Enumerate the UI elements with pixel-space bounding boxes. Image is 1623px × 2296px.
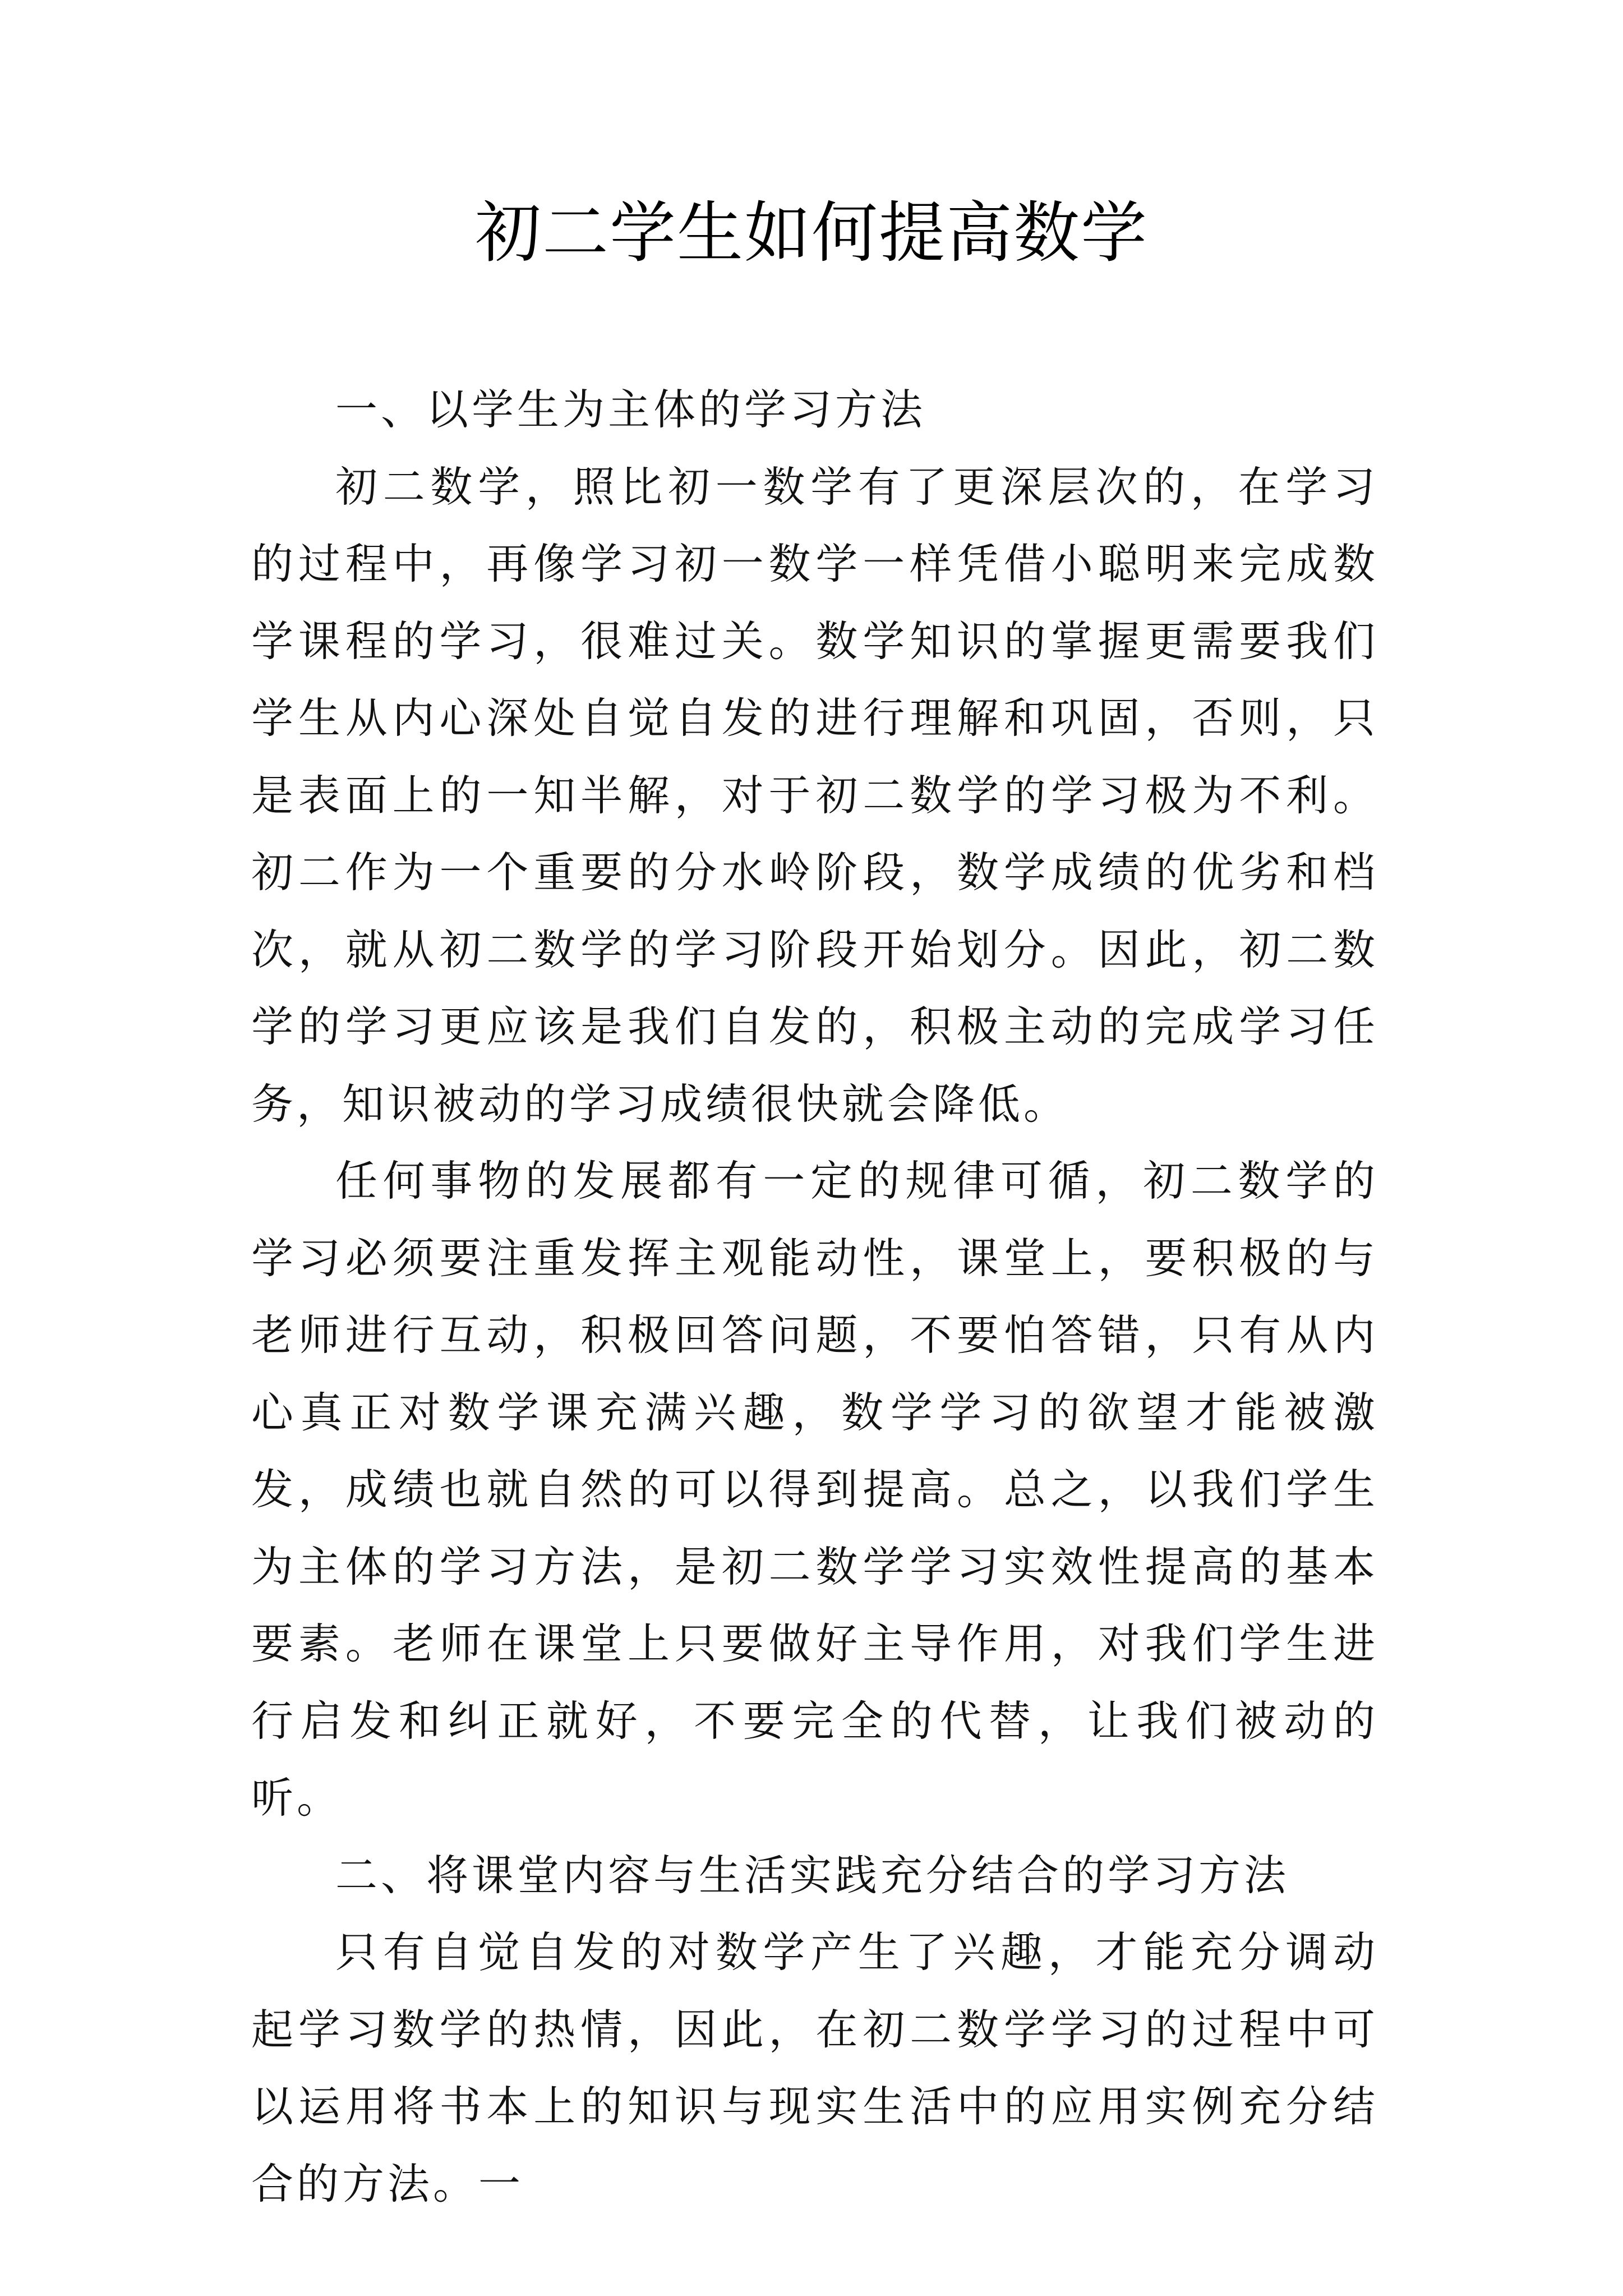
section-heading-1: 一、以学生为主体的学习方法	[335, 385, 926, 434]
paragraph-1: 初二数学，照比初一数学有了更深层次的，在学习的过程中，再像学习初一数学一样凭借小聪明来完成数学课程的学习，很难过关。数学知识的掌握更需要我们学生从内心深处自觉自发的进行理解和巩固，否则，只是表面上的一知半解，对于初二数学的学习极为不利。初二作为一个重要的分水岭阶段，数学成绩的优劣和档次，就从初二数学的学习阶段开始划分。因此，初二数学的学习更应该是我们自发的，积极主动的完成学习任务，知识被动的学习成绩很快就会降低。	[251, 462, 1378, 1129]
section-heading-2: 二、将课堂内容与生活实践充分结合的学习方法	[335, 1850, 1290, 1900]
paragraph-2: 任何事物的发展都有一定的规律可循，初二数学的学习必须要注重发挥主观能动性，课堂上，要积极的与老师进行互动，积极回答问题，不要怕答错，只有从内心真正对数学课充满兴趣，数学学习的欲望才能被激发，成绩也就自然的可以得到提高。总之，以我们学生为主体的学习方法，是初二数学学习实效性提高的基本要素。老师在课堂上只要做好主导作用，对我们学生进行启发和纠正就好，不要完全的代替，让我们被动的听。	[251, 1156, 1378, 1823]
document-body	[251, 371, 1378, 2223]
document-title: 初二学生如何提高数学	[474, 194, 1148, 272]
paragraph-3: 只有自觉自发的对数学产生了兴趣，才能充分调动起学习数学的热情，因此，在初二数学学习的过程中可以运用将书本上的知识与现实生活中的应用实例充分结合的方法。一	[251, 1927, 1378, 2208]
